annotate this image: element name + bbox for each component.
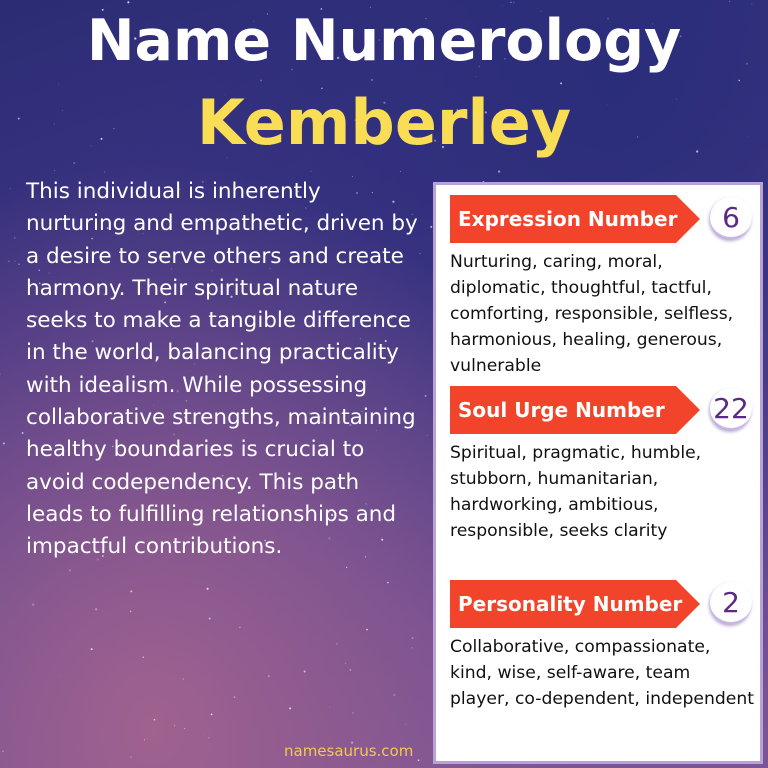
star-dot (204, 734, 205, 735)
star-dot (14, 237, 16, 239)
star-dot (498, 170, 500, 172)
expression-number-traits: Nurturing, caring, moral, diplomatic, thoughtful, tactful, comforting, responsible, selfless, harmonious, healing, generous, vulnerable (450, 252, 734, 376)
star-dot (54, 170, 55, 171)
name-heading: Kemberley (196, 86, 572, 159)
star-dot (260, 80, 262, 82)
star-dot (289, 707, 291, 709)
star-dot (345, 663, 346, 664)
star-dot (3, 443, 5, 445)
star-dot (405, 724, 406, 725)
star-dot (144, 739, 145, 740)
star-dot (427, 435, 428, 436)
star-dot (425, 395, 427, 397)
personality-number-badge (450, 580, 700, 628)
star-dot (411, 637, 413, 639)
star-dot (430, 226, 432, 228)
star-dot (104, 171, 105, 172)
star-dot (510, 2, 511, 3)
star-dot (560, 82, 562, 84)
soul-urge-number-value: 22 (710, 388, 752, 430)
star-dot (211, 714, 213, 716)
star-dot (8, 260, 10, 262)
star-dot (189, 579, 190, 580)
star-dot (226, 767, 227, 768)
star-dot (366, 629, 368, 631)
star-dot (336, 643, 337, 644)
star-dot (738, 80, 739, 81)
expression-number-badge (450, 195, 700, 243)
star-dot (268, 675, 270, 677)
star-dot (207, 588, 209, 590)
expression-number-value: 6 (710, 197, 752, 239)
star-dot (513, 2, 514, 3)
star-dot (154, 719, 156, 721)
star-dot (729, 1, 730, 2)
star-dot (183, 678, 184, 679)
soul-urge-number-section (450, 386, 760, 544)
star-dot (130, 610, 132, 612)
star-dot (18, 263, 20, 265)
star-dot (127, 1, 129, 3)
personality-number-traits: Collaborative, compassionate, kind, wise, self-aware, team player, co-dependent, independent (450, 637, 754, 709)
star-dot (239, 627, 240, 628)
star-dot (95, 608, 97, 610)
star-dot (208, 737, 209, 738)
personality-number-value: 2 (710, 582, 752, 624)
star-dot (58, 84, 59, 85)
soul-urge-number-traits: Spiritual, pragmatic, humble, stubborn, humanitarian, hardworking, ambitious, responsible, seeks clarity (450, 443, 702, 541)
star-dot (15, 261, 16, 262)
numbers-panel (433, 182, 763, 764)
star-dot (412, 647, 413, 648)
star-dot (143, 656, 145, 658)
star-dot (130, 756, 131, 757)
star-dot (310, 171, 311, 172)
star-dot (91, 648, 93, 650)
soul-urge-number-label: Soul Urge Number (458, 398, 665, 422)
star-dot (209, 617, 211, 619)
star-dot (69, 569, 71, 571)
star-dot (387, 582, 389, 584)
expression-number-section (450, 195, 760, 379)
star-dot (393, 694, 395, 696)
star-dot (2, 751, 4, 753)
star-dot (352, 712, 354, 714)
star-dot (184, 728, 185, 729)
star-dot (32, 604, 34, 606)
star-dot (0, 373, 1, 374)
star-dot (304, 671, 306, 673)
star-dot (752, 4, 753, 5)
page-title: Name Numerology (86, 8, 682, 74)
name-description: This individual is inherently nurturing and empathetic, driven by a desire to serve others and create harmony. Their spiritual nature seeks to make a tangible difference in the world, balancing practicality with idealism. While possessing collaborative strengths, maintaining healthy boundaries is crucial to avoid codependency. This path leads to fulfilling relationships and impactful contributions. (26, 179, 418, 560)
star-dot (476, 76, 477, 77)
star-dot (174, 725, 175, 726)
star-dot (350, 669, 352, 671)
star-dot (130, 590, 132, 592)
star-dot (400, 171, 401, 172)
star-dot (22, 432, 24, 434)
star-dot (10, 188, 11, 189)
star-dot (234, 696, 236, 698)
star-dot (59, 676, 60, 677)
star-dot (371, 79, 372, 80)
star-dot (329, 707, 330, 708)
star-dot (346, 567, 347, 568)
star-dot (502, 6, 503, 7)
expression-number-label: Expression Number (458, 207, 678, 231)
site-credit[interactable]: namesaurus.com (284, 742, 414, 760)
soul-urge-number-badge (450, 386, 700, 434)
personality-number-label: Personality Number (458, 592, 683, 616)
star-dot (73, 162, 75, 164)
personality-number-section (450, 580, 760, 712)
